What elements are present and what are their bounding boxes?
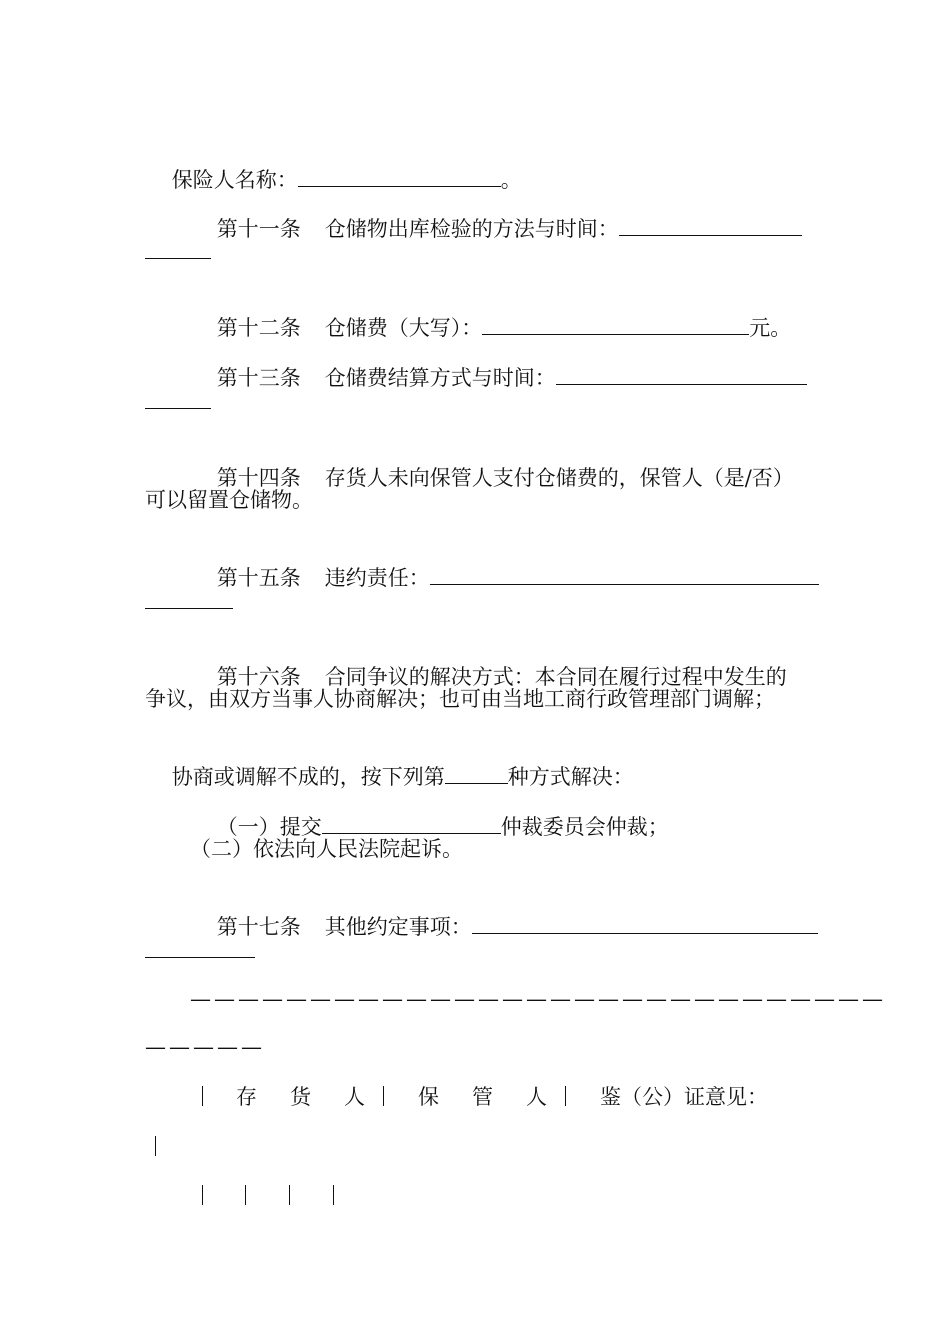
article-15-blank[interactable] xyxy=(430,564,819,585)
article-16-cont2-b: 种方式解决： xyxy=(507,765,634,789)
article-11 xyxy=(190,187,802,271)
option-1-b: 仲裁委员会仲裁； xyxy=(500,815,669,839)
article-14-number: 第十四条 xyxy=(216,466,301,490)
article-17 xyxy=(190,885,818,969)
article-13 xyxy=(190,336,807,420)
article-17-text: 其他约定事项： xyxy=(324,915,472,939)
notary-label: 鉴（公）证意见： xyxy=(600,1085,768,1109)
article-14-continued: 可以留置仓储物。 xyxy=(145,488,313,512)
option-2: （二）依法向人民法院起诉。 xyxy=(190,837,463,861)
table-border xyxy=(333,1185,334,1205)
insurer-label: 保险人名称： xyxy=(171,168,298,192)
article-16-cont2-a: 协商或调解不成的，按下列第 xyxy=(171,765,445,789)
insurer-end: 。 xyxy=(500,168,522,192)
article-12-end: 元。 xyxy=(749,316,792,340)
table-border xyxy=(202,1086,203,1106)
article-14-text: 存货人未向保管人支付仓储费的，保管人（是/否） xyxy=(324,466,794,490)
table-border xyxy=(289,1185,290,1205)
article-13-blank[interactable] xyxy=(556,364,807,385)
article-13-text: 仓储费结算方式与时间： xyxy=(324,366,556,390)
article-16-choice-blank[interactable] xyxy=(445,763,508,784)
article-15 xyxy=(190,536,819,620)
separator-bottom: ————— xyxy=(145,1035,265,1059)
article-12-blank[interactable] xyxy=(482,314,749,335)
custodian-label: 保 管 人 xyxy=(418,1085,553,1109)
article-13-number: 第十三条 xyxy=(216,366,301,390)
article-15-number: 第十五条 xyxy=(216,566,301,590)
table-border xyxy=(565,1086,566,1106)
article-12-number: 第十二条 xyxy=(216,316,301,340)
article-15-text: 违约责任： xyxy=(324,566,430,590)
article-11-text: 仓储物出库检验的方法与时间： xyxy=(324,217,619,241)
article-17-number: 第十七条 xyxy=(216,915,301,939)
article-15-blank-cont[interactable] xyxy=(145,608,233,609)
article-16-text: 合同争议的解决方式：本合同在履行过程中发生的 xyxy=(324,665,787,689)
option-1-a: （一）提交 xyxy=(216,815,322,839)
article-13-blank-cont[interactable] xyxy=(145,408,211,409)
table-border xyxy=(202,1185,203,1205)
article-16-number: 第十六条 xyxy=(216,665,301,689)
article-11-blank-cont[interactable] xyxy=(145,258,211,259)
article-11-blank[interactable] xyxy=(619,215,802,236)
option-1-blank[interactable] xyxy=(322,813,501,834)
article-16-continued-1: 争议，由双方当事人协商解决；也可由当地工商行政管理部门调解； xyxy=(145,687,775,711)
article-17-blank[interactable] xyxy=(472,913,818,934)
depositor-label: 存 货 人 xyxy=(236,1085,371,1109)
table-border xyxy=(245,1185,246,1205)
table-border xyxy=(155,1136,156,1156)
article-12-text: 仓储费（大写）： xyxy=(324,316,483,340)
article-11-number: 第十一条 xyxy=(216,217,301,241)
table-border xyxy=(383,1086,384,1106)
article-17-blank-cont[interactable] xyxy=(145,957,255,958)
insurer-blank[interactable] xyxy=(298,166,501,187)
separator-top: ————————————————————————————— xyxy=(190,987,886,1011)
